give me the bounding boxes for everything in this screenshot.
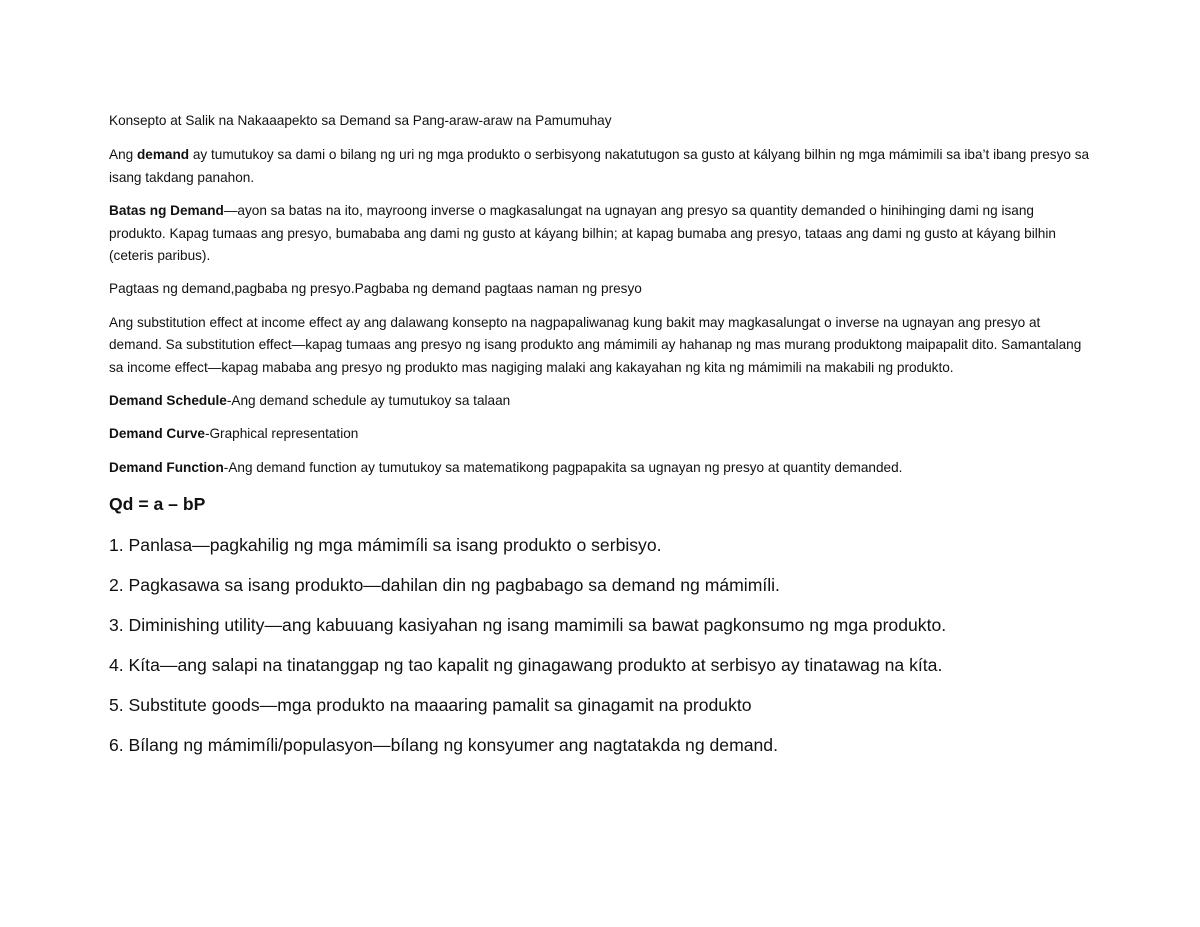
- document-body: [109, 110, 1094, 774]
- definition-demand-function: [109, 457, 1094, 479]
- factor-item-3: 3. Diminishing utility—ang kabuuang kasiyahan ng isang mamimili sa bawat pagkonsumo ng mga produkto.: [109, 615, 947, 636]
- paragraph-law-of-demand: [109, 200, 1094, 267]
- term-demand: demand: [136, 147, 190, 163]
- factor-item-1: 1. Panlasa—pagkahilig ng mga mámimíli sa isang produkto o serbisyo.: [109, 535, 662, 556]
- factor-item-5: 5. Substitute goods—mga produkto na maaaring pamalit sa ginagamit na produkto: [109, 695, 752, 716]
- paragraph-text: —ayon sa batas na ito, mayroong inverse o magkasalungat na ugnayan ang presyo sa quantity demanded o hinihinging dami ng isang produkto. Kapag tumaas ang presyo, bumababa ang dami ng gusto at káyang bilhin; at kapag bumaba ang presyo, tataas ang dami ng gusto at káyang bilhin (ceteris paribus).: [109, 203, 1056, 264]
- factor-item-6: 6. Bílang ng mámimíli/populasyon—bílang ng konsyumer ang nagtatakda ng demand.: [109, 735, 778, 756]
- factor-item-2: 2. Pagkasawa sa isang produkto—dahilan din ng pagbabago sa demand ng mámimíli.: [109, 575, 780, 596]
- paragraph-demand-definition: [109, 144, 1094, 189]
- term-batas-ng-demand: Batas ng Demand: [109, 203, 224, 219]
- definition-text: -Graphical representation: [204, 426, 359, 442]
- definition-demand-curve: [109, 423, 1094, 445]
- definition-text: -Ang demand function ay tumutukoy sa matematikong pagpapakita sa ugnayan ng presyo at quantity demanded.: [223, 459, 903, 475]
- definition-demand-schedule: [109, 390, 1094, 412]
- factor-item-4: 4. Kíta—ang salapi na tinatanggap ng tao kapalit ng ginagawang produkto at serbisyo ay tinatawag na kíta.: [109, 655, 943, 676]
- term-label: Demand Schedule: [109, 393, 227, 409]
- term-label: Demand Function: [109, 459, 224, 475]
- demand-formula: Qd = a – bP: [109, 494, 206, 515]
- paragraph-text: Ang: [109, 147, 137, 163]
- paragraph-text: ay tumutukoy sa dami o bilang ng uri ng mga produkto o serbisyong nakatutugon sa gusto at kályang bilhin ng mga mámimili sa iba’t ibang presyo sa isang takdang panahon.: [109, 147, 1090, 185]
- paragraph-effects: Ang substitution effect at income effect ay ang dalawang konsepto na nagpapaliwanag kung bakit may magkasalungat o inverse na ugnayan ang presyo at demand. Sa substitution effect—kapag tumaas ang presyo ng isang produkto ang mámimili ay hahanap ng mas murang produktong maipapalit dito. Samantalang sa income effect—kapag mababa ang presyo ng produkto mas nagiging malaki ang kakayahan ng kita ng mámimili na makabili ng produkto.: [109, 314, 1082, 375]
- paragraph-demand-price: Pagtaas ng demand,pagbaba ng presyo.Pagbaba ng demand pagtaas naman ng presyo: [109, 281, 642, 297]
- definition-text: -Ang demand schedule ay tumutukoy sa talaan: [226, 393, 511, 409]
- document-title: Konsepto at Salik na Nakaaapekto sa Demand sa Pang-araw-araw na Pamumuhay: [109, 113, 612, 128]
- term-label: Demand Curve: [109, 426, 205, 442]
